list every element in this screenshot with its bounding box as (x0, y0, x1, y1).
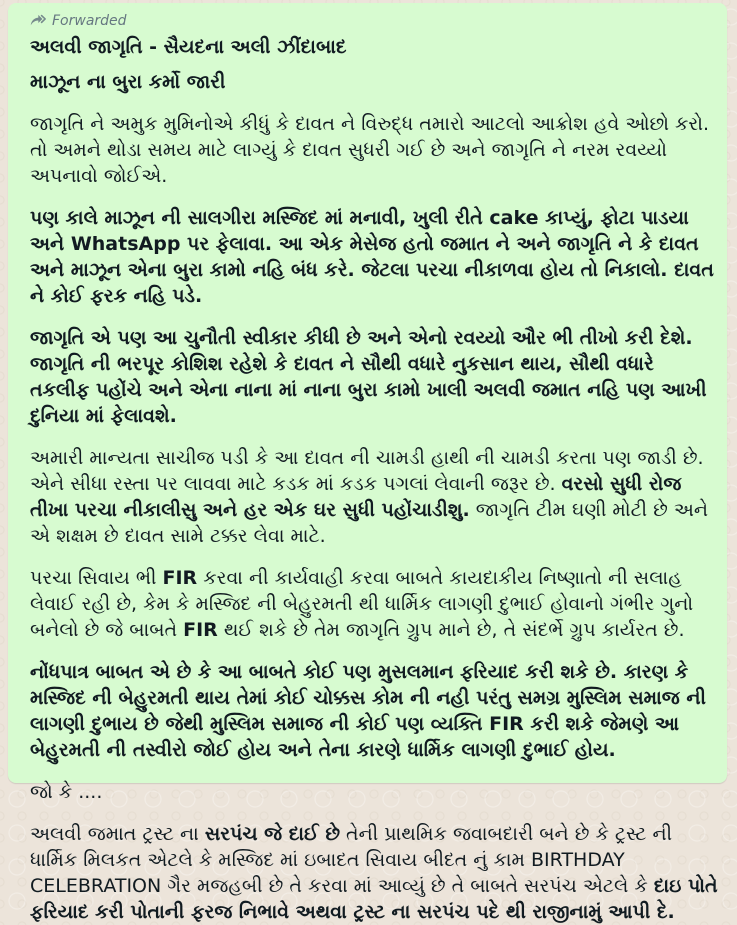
text-run: અલવી જમાત ટ્રસ્ટ ના (30, 823, 205, 845)
text-run: જાગૃતિ એ પણ આ ચુનૌતી સ્વીકાર કીધી છે અને એનો રવય્યો ઔર ભી તીખો કરી દેશે. જાગૃતિ ની ભરપૂર કોશિશ રહેશે કે દાવત ને સૌથી વધારે નુકસાન થાય, સૌથી વધારે તકલીફ પહોંચે અને એના નાના માં નાના બુરા કામો ખાલી અલવી જમાત નહિ પણ આખી દુનિયા માં ફેલાવશે. (30, 327, 707, 427)
paragraph (30, 659, 718, 763)
text-run: પરચા સિવાય ભી (30, 567, 163, 589)
text-run: FIR (183, 619, 218, 641)
message-bubble[interactable] (8, 3, 727, 923)
text-run: સરપંચ જે દાઈ છે (204, 823, 341, 845)
forwarded-label: Forwarded (52, 13, 127, 29)
paragraph (30, 779, 718, 805)
text-run: અમારી માન્યતા સાચીજ પડી કે આ દાવત ની ચામડી હાથી ની ચામડી કરતા પણ જાડી છે. એને સીધા રસ્તા પર લાવવા માટે કડક માં કડક પગલાં લેવાની જરૂર છે. (30, 447, 704, 495)
text-run: કરવા ની કાર્યવાહી કરવા બાબતે કાયદાકીય નિષ્ણાતો ની સલાહ લેવાઈ રહી છે, કેમ કે મસ્જિદ ની બેહુરમતી થી ધાર્મિક લાગણી દુભાઈ હોવાનો ગંભીર ગુનો બનેલો છે જે બાબતે (30, 567, 694, 641)
paragraph (30, 445, 718, 549)
forward-arrow-icon (30, 14, 47, 28)
text-run: જાગૃતિ ટીમ ઘણી મોટી છે અને એ શક્ષમ છે દાવત સામે ટક્કર લેવા માટે. (30, 499, 709, 547)
paragraph (30, 565, 718, 643)
text-run: વરસો સુધી રોજ તીખા પરચા નીકાલીસુ અને હર એક ઘર સુધી પહોંચાડીશુ. (30, 473, 682, 521)
text-run: જો કે .... (30, 781, 103, 803)
paragraph (30, 325, 718, 429)
paragraph (30, 821, 718, 925)
text-run: થઈ શકે છે તેમ જાગૃતિ ગ્રુપ માને છે, તે સંદર્ભે ગ્રુપ કાર્યરત છે. (217, 619, 685, 641)
message-subtitle: માઝૂન ના બુરા કર્મો જારી (30, 71, 226, 93)
paragraph (30, 205, 718, 309)
text-run: પણ કાલે માઝૂન ની સાલગીરા મસ્જિદ માં મનાવી, ખુલી રીતે cake કાપ્યું, ફોટા પાડયા અને WhatsApp પર ફેલાવા. આ એક મેસેજ હતો જમાત ને અને જાગૃતિ ને કે દાવત અને માઝૂન એના બુરા કામો નહિ બંધ કરે. જેટલા પરચા નીકાળવા હોય તો નિકાલો. દાવત ને કોઈ ફરક નહિ પડે. (30, 207, 714, 307)
paragraph (30, 111, 718, 189)
message-title: અલવી જાગૃતિ - સૈયદના અલી ઝીંદાબાદ (30, 36, 347, 58)
text-run: દાઇ પોતે ફરિયાદ કરી પોતાની ફરજ નિભાવે અથવા ટ્રસ્ટ ના સરપંચ પદે થી રાજીનામું આપી દે. (30, 875, 718, 923)
text-run: તેની પ્રાથમિક જવાબદારી બને છે કે ટ્રસ્ટ ની ધાર્મિક મિલકત એટલે કે મસ્જિદ માં ઇબાદત સિવાય બીદત નું કામ BIRTHDAY CELEBRATION ગૈર મજહબી છે તે કરવા માં આવ્યું છે તે બાબતે સરપંચ એટલે કે (30, 823, 673, 897)
text-run: નોંધપાત્ર બાબત એ છે કે આ બાબતે કોઈ પણ મુસલમાન ફરિયાદ કરી શકે છે. કારણ કે મસ્જિદ ની બેહુરમતી થાય તેમાં કોઈ ચોક્કસ કોમ ની નહી પરંતુ સમગ્ર મુસ્લિમ સમાજ ની લાગણી દુભાય છે જેથી મુસ્લિમ સમાજ ની કોઈ પણ વ્યક્તિ FIR કરી શકે જેમણે આ બેહુરમતી ની તસ્વીરો જોઈ હોય અને તેના કારણે ધાર્મિક લાગણી દુભાઈ હોય. (30, 661, 706, 761)
text-run: જાગૃતિ ને અમુક મુમિનોએ કીધું કે દાવત ને વિરુદ્ધ તમારો આટલો આક્રોશ હવે ઓછો કરો. તો અમને થોડા સમય માટે લાગ્યું કે દાવત સુધરી ગઈ છે અને જાગૃતિ ને નરમ રવય્યો અપનાવો જોઈએ. (30, 113, 710, 187)
forwarded-row (30, 13, 718, 29)
message-body (30, 111, 718, 925)
text-run: FIR (162, 567, 198, 589)
